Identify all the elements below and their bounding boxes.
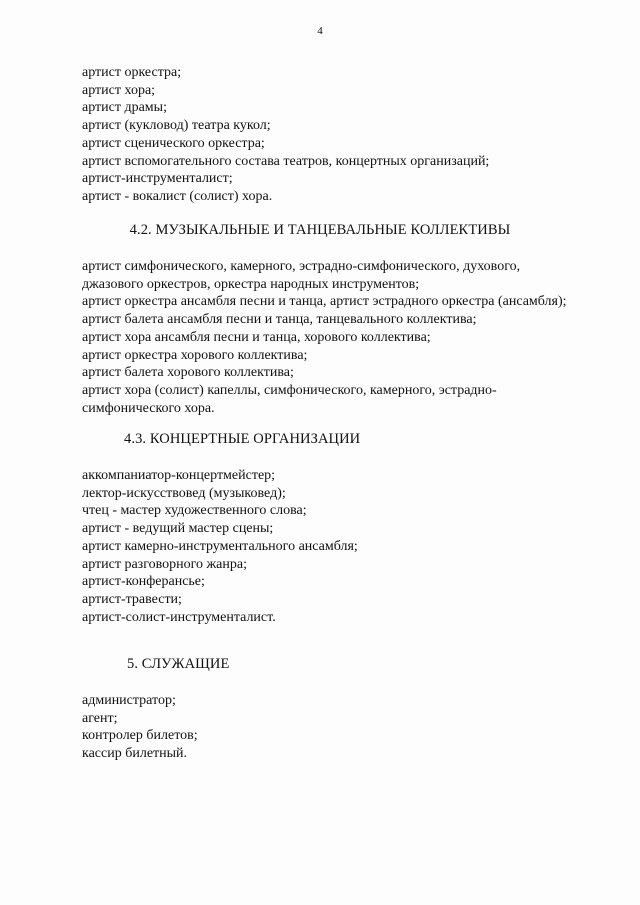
list-item: артист балета ансамбля песни и танца, танцевального коллектива;	[82, 312, 477, 328]
list-item: артист драмы;	[82, 100, 167, 116]
list-item: артист сценического оркестра;	[82, 135, 265, 151]
list-item: джазового оркестров, оркестра народных инструментов;	[82, 276, 420, 292]
list-item: кассир билетный.	[82, 746, 188, 762]
list-section-4-2	[82, 258, 612, 417]
list-item: артист камерно-инструментального ансамбля;	[82, 538, 358, 554]
list-item: контролер билетов;	[82, 728, 198, 744]
list-item: артист хора ансамбля песни и танца, хорового коллектива;	[82, 329, 431, 345]
list-item: артист оркестра хорового коллектива;	[82, 347, 308, 363]
list-item: артист симфонического, камерного, эстрадно-симфонического, духового,	[82, 259, 521, 274]
list-item: чтец - мастер художественного слова;	[82, 503, 307, 519]
list-item: артист оркестра;	[82, 65, 182, 80]
list-section-4-3	[82, 467, 612, 626]
list-item: артист - ведущий мастер сцены;	[82, 521, 274, 537]
list-item: артист - вокалист (солист) хора.	[82, 188, 273, 204]
list-item: аккомпаниатор-концертмейстер;	[82, 468, 276, 483]
list-item: артист балета хорового коллектива;	[82, 365, 294, 381]
list-item: артист-травести;	[82, 591, 182, 607]
page-number: 4	[317, 25, 323, 37]
list-item: артист-солист-инструменталист.	[82, 609, 276, 625]
list-item: артист разговорного жанра;	[82, 556, 247, 572]
list-item: артист-конферансье;	[82, 574, 205, 590]
list-item: артист вспомогательного состава театров, концертных организаций;	[82, 153, 490, 169]
list-item: симфонического хора.	[82, 400, 215, 416]
list-item: артист (кукловод) театра кукол;	[82, 118, 271, 134]
list-item: лектор-искусствовед (музыковед);	[82, 485, 286, 501]
list-item: артист хора;	[82, 82, 156, 98]
list-section-5	[82, 692, 612, 763]
list-item: артист хора (солист) капеллы, симфонического, камерного, эстрадно-	[82, 382, 497, 398]
list-item: администратор;	[82, 693, 176, 708]
section-heading-4-2: 4.2. МУЗЫКАЛЬНЫЕ И ТАНЦЕВАЛЬНЫЕ КОЛЛЕКТИВЫ	[129, 222, 511, 238]
list-item: артист-инструменталист;	[82, 171, 233, 187]
list-item: артист оркестра ансамбля песни и танца, артист эстрадного оркестра (ансамбля);	[82, 294, 567, 310]
section-heading-5: 5. СЛУЖАЩИЕ	[127, 656, 230, 672]
section-heading-4-3: 4.3. КОНЦЕРТНЫЕ ОРГАНИЗАЦИИ	[124, 431, 361, 447]
list-top	[82, 64, 612, 206]
list-item: агент;	[82, 710, 118, 726]
